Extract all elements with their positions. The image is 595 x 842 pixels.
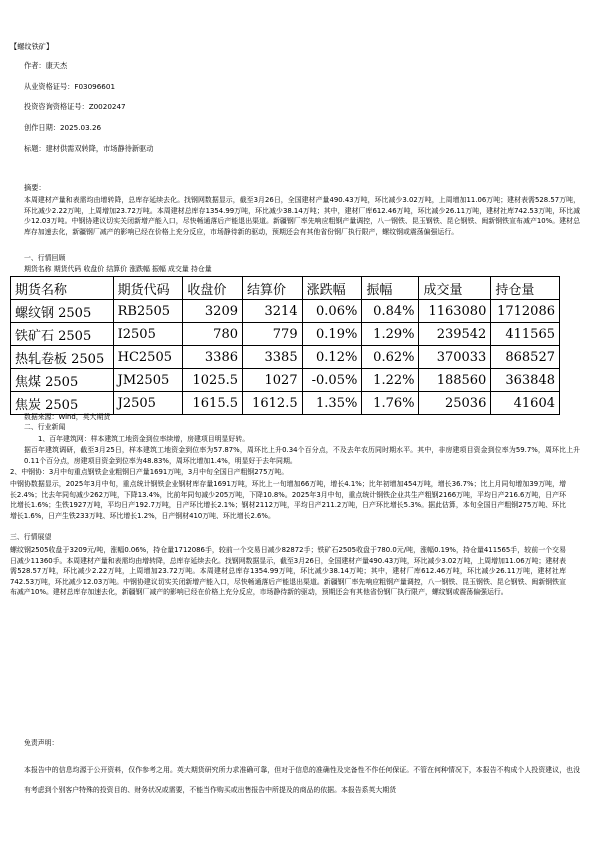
cell-open-interest: 868527: [491, 346, 560, 369]
cell-name: 螺纹钢 2505: [11, 300, 114, 323]
cell-change: 1.35%: [302, 392, 362, 415]
col-header-amplitude: 振幅: [362, 277, 419, 300]
cell-close: 3386: [183, 346, 243, 369]
news-item1-title: 1、百年建筑网：样本建筑工地资金到位率续增，房建项目明显好转。: [38, 435, 250, 443]
table-header-row: [11, 277, 560, 300]
cell-code: I2505: [113, 323, 183, 346]
news-item2-title: 2、中钢协：3月中旬重点钢铁企业粗钢日产量1691万吨，3月中旬全国日产粗钢275万吨。: [10, 468, 289, 476]
review-heading: 一、行情回顾: [24, 254, 66, 262]
cell-name: 焦煤 2505: [11, 369, 114, 392]
col-header-volume: 成交量: [419, 277, 491, 300]
cell-settle: 779: [243, 323, 303, 346]
cell-close: 1025.5: [183, 369, 243, 392]
cell-settle: 1027: [243, 369, 303, 392]
news-item2-text: 中钢协数据显示，2025年3月中旬，重点统计钢铁企业钢材库存量1691万吨，环比上一旬增加66万吨，增长4.1%；比年初增加454万吨，增长36.7%；比上月同旬增加39万吨，增长2.4%；比去年同旬减少262万吨，下降13.4%，比前年同旬减少205万吨，下降10.8%。2025年3月中旬，重点统计钢铁企业共生产粗钢2166万吨，平均日产216.6万吨，日产环比增长1.6%；生铁1927万吨，平均日产192.7万吨，日产环比增长2.1%；钢材2112万吨，平均日产211.2万吨，日产环比增长5.3%。据此估算，本旬全国日产粗钢275万吨、环比增长1.6%，日产生铁233万吨、环比增长1.2%，日产钢材410万吨、环比增长2.6%。: [10, 480, 566, 520]
doc-tag: 【螺纹铁矿】: [10, 42, 54, 51]
cell-open-interest: 41604: [491, 392, 560, 415]
cell-change: -0.05%: [302, 369, 362, 392]
abstract-text: 本周建材产量和表需均由增转降，总库存延续去化。找钢网数据显示，截至3月26日，全国建材产量490.43万吨，环比减少3.02万吨，上周增加11.06万吨；建材表需528.57万吨，环比减少2.22万吨，上周增加23.72万吨。本周建材总库存1354.99万吨，环比减少38.14万吨；其中，建材厂库612.46万吨，环比减少26.11万吨，建材社库742.53万吨，环比减少12.03万吨。中钢协建议切实关闭新增产能入口，尽快畅通落后产能退出渠道。新疆钢厂率先响应粗钢产量调控，八一钢铁、昆玉钢铁、昆仑钢铁、闽新钢铁宣布减产10%。建材总库存加速去化，新疆钢厂减产的影响已经在价格上充分反应，市场静待新的驱动，预期还会有其他省份钢厂执行限产，螺纹钢或震荡偏强运行。: [24, 196, 580, 236]
col-header-name: 期货名称: [11, 277, 114, 300]
col-header-code: 期货代码: [113, 277, 183, 300]
disclaimer-heading: 免责声明：: [24, 739, 59, 747]
cell-volume: 1163080: [419, 300, 491, 323]
col-header-close: 收盘价: [183, 277, 243, 300]
cell-amplitude: 1.76%: [362, 392, 419, 415]
table-row: [11, 300, 560, 323]
abstract-heading: 摘要：: [24, 183, 46, 192]
cell-name: 焦炭 2505: [11, 392, 114, 415]
cell-code: RB2505: [113, 300, 183, 323]
cell-name: 热轧卷板 2505: [11, 346, 114, 369]
cell-close: 1615.5: [183, 392, 243, 415]
disclaimer-text: 本报告中的信息均源于公开资料，仅作参考之用。英大期货研究所力求准确可靠，但对于信息的准确性及完备性不作任何保证。不管在何种情况下，本报告不构成个人投资建议，也没有考虑到个别客户特殊的投资目的、财务状况或需要，不能当作购买或出售报告中所提及的商品的依据。本报告系英大期货: [24, 766, 580, 794]
cell-change: 0.06%: [302, 300, 362, 323]
title-line: 标题：建材供需双转降，市场静待新驱动: [24, 144, 154, 153]
cell-change: 0.12%: [302, 346, 362, 369]
col-header-change: 涨跌幅: [302, 277, 362, 300]
col-header-settle: 结算价: [243, 277, 303, 300]
news-heading: 二、行业新闻: [24, 423, 66, 431]
source-line: 数据来源：Wind，英大期货: [24, 413, 111, 421]
cell-code: HC2505: [113, 346, 183, 369]
cell-settle: 1612.5: [243, 392, 303, 415]
cell-change: 0.19%: [302, 323, 362, 346]
cell-code: JM2505: [113, 369, 183, 392]
cell-code: J2505: [113, 392, 183, 415]
cell-volume: 370033: [419, 346, 491, 369]
date-line: 创作日期：2025.03.26: [24, 123, 102, 132]
review-fields-line: 期货名称 期货代码 收盘价 结算价 涨跌幅 振幅 成交量 持仓量: [24, 265, 212, 273]
cell-volume: 25036: [419, 392, 491, 415]
table-row: [11, 392, 560, 415]
table-row: [11, 346, 560, 369]
col-header-open-interest: 持仓量: [491, 277, 560, 300]
cell-open-interest: 363848: [491, 369, 560, 392]
cell-volume: 239542: [419, 323, 491, 346]
cell-settle: 3214: [243, 300, 303, 323]
futures-table: [10, 276, 560, 415]
cell-open-interest: 411565: [491, 323, 560, 346]
author-line: 作者：康天杰: [24, 61, 68, 70]
cell-volume: 188560: [419, 369, 491, 392]
cell-close: 3209: [183, 300, 243, 323]
trend-text: 螺纹钢2505收盘于3209元/吨，涨幅0.06%，持仓量1712086手，较前一个交易日减少82872手；铁矿石2505收盘于780.0元/吨，涨幅0.19%，持仓量411565手，较前一个交易日减少11360手。本周建材产量和表需均由增转降，总库存延续去化。找钢网数据显示，截至3月26日，全国建材产量490.43万吨，环比减少3.02万吨，上周增加11.06万吨；建材表需528.57万吨，环比减少2.22万吨，上周增加23.72万吨。本周建材总库存1354.99万吨，环比减少38.14万吨；其中，建材厂库612.46万吨，环比减少26.11万吨，建材社库742.53万吨，环比减少12.03万吨。中钢协建议切实关闭新增产能入口，尽快畅通落后产能退出渠道。新疆钢厂率先响应粗钢产量调控，八一钢铁、昆玉钢铁、昆仑钢铁、闽新钢铁宣布减产10%。建材总库存加速去化，新疆钢厂减产的影响已经在价格上充分反应，市场静待新的驱动，预期还会有其他省份钢厂执行限产，螺纹钢或震荡偏强运行。: [10, 546, 566, 597]
table-row: [11, 369, 560, 392]
consult-license-line: 投资咨询资格证号：Z0020247: [24, 102, 126, 111]
news-item1-text: 据百年建筑调研，截至3月25日，样本建筑工地资金到位率为57.87%，周环比上升0.34个百分点，不及去年农历同时期水平。其中，非房建项目资金到位率为59.7%，周环比上升0.11个百分点，房建项目资金到位率为48.83%，周环比增加1.4%，明显好于去年同期。: [24, 446, 580, 465]
cell-amplitude: 1.29%: [362, 323, 419, 346]
cell-name: 铁矿石 2505: [11, 323, 114, 346]
cell-amplitude: 0.62%: [362, 346, 419, 369]
cell-open-interest: 1712086: [491, 300, 560, 323]
table-row: [11, 323, 560, 346]
cell-settle: 3385: [243, 346, 303, 369]
cell-amplitude: 0.84%: [362, 300, 419, 323]
cell-amplitude: 1.22%: [362, 369, 419, 392]
license-line: 从业资格证号：F03096601: [24, 82, 116, 91]
cell-close: 780: [183, 323, 243, 346]
trend-heading: 三、行情展望: [10, 533, 52, 541]
